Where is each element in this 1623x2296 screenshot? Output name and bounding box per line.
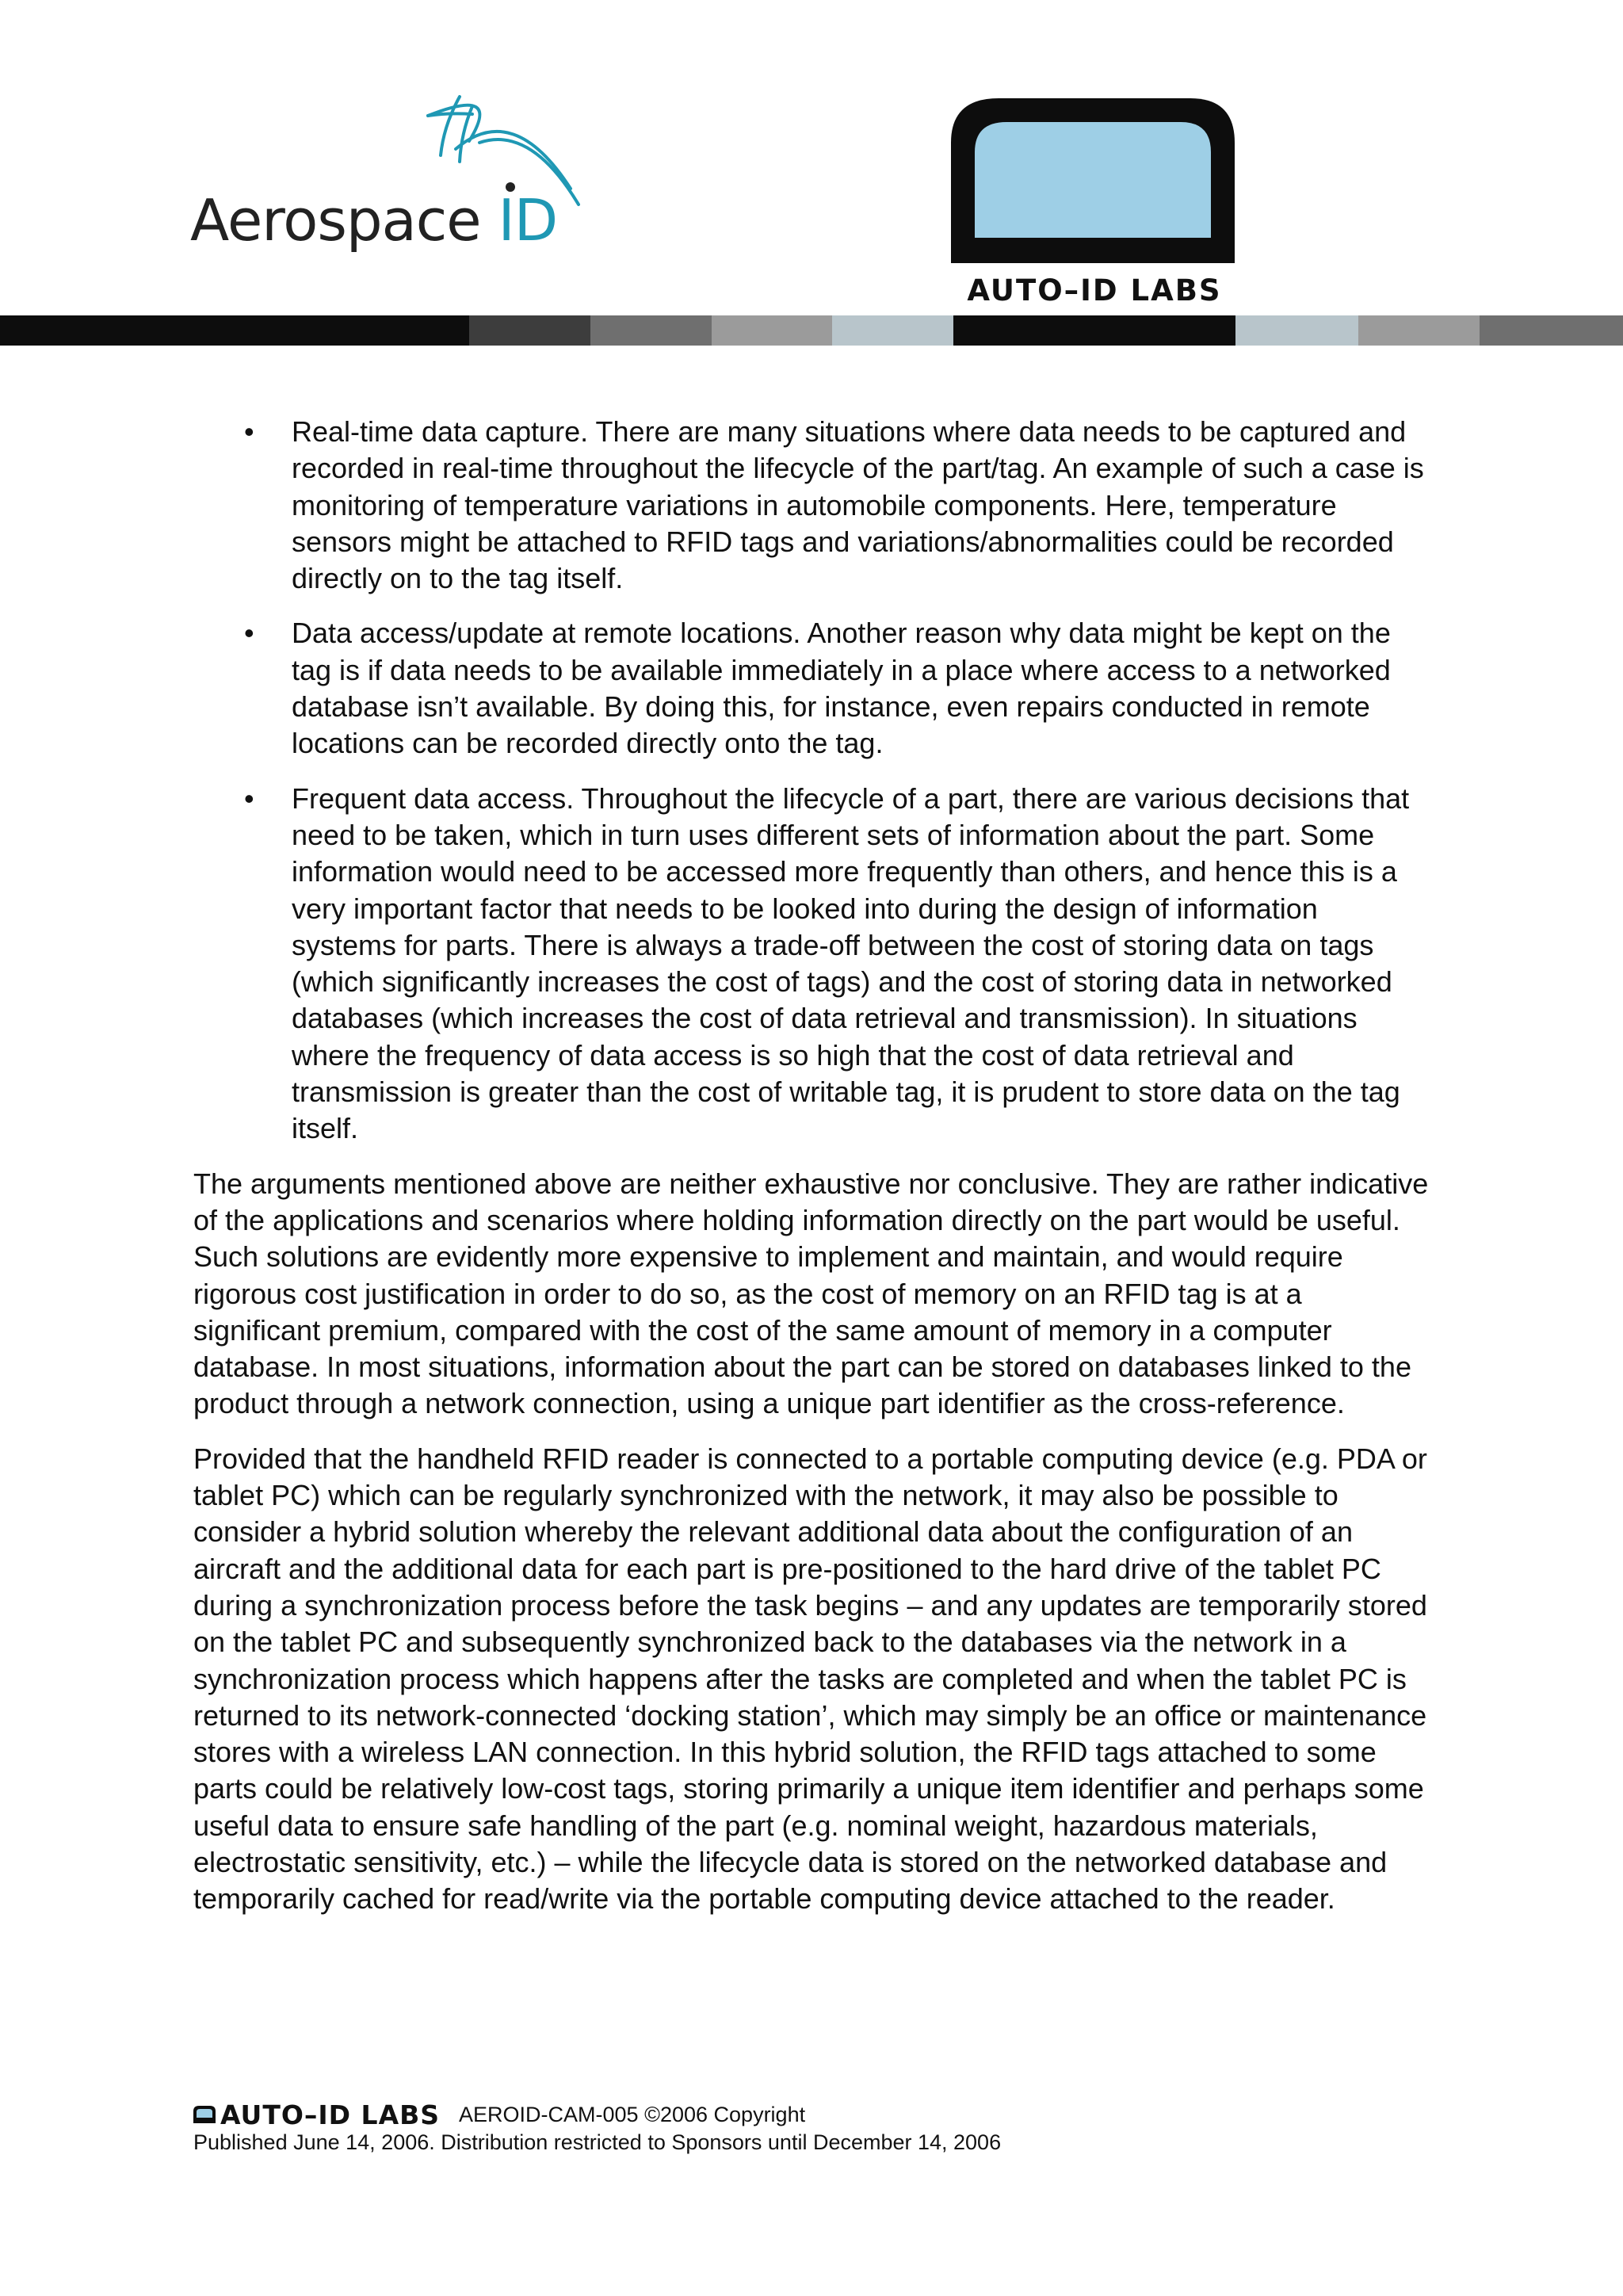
stripe-segment <box>832 315 953 346</box>
auto-id-labs-wordmark: AUTO–ID LABS <box>967 273 1222 308</box>
stripe-segment <box>469 315 590 346</box>
auto-id-labs-logo <box>951 95 1238 309</box>
stripe-segment <box>0 315 469 346</box>
bullet-icon: • <box>244 617 254 650</box>
footer-published: Published June 14, 2006. Distribution restricted to Sponsors until December 14, 2006 <box>193 2130 1002 2154</box>
bullet-icon: • <box>244 415 254 448</box>
header-color-stripe <box>0 315 1623 346</box>
page-footer <box>193 2100 1001 2155</box>
auto-id-labs-emblem-icon <box>951 95 1238 269</box>
aerospace-id-logo <box>190 94 602 276</box>
bullet-item <box>193 615 1430 762</box>
stripe-segment <box>590 315 712 346</box>
document-body <box>193 414 1430 1936</box>
body-paragraph: Provided that the handheld RFID reader is connected to a portable computing device (e.g. PDA or tablet PC) which can be regularly synchronized with the network, it may also be possible to consider a hybrid solution whereby the relevant additional data about the configuration of an aircraft and the additional data for each part is pre-positioned to the hard drive of the tablet PC during a synchronization process before the task begins – and any updates are temporarily stored on the tablet PC and subsequently synchronized back to the databases via the network in a synchronization process which happens after the tasks are completed and when the tablet PC is returned to its network-connected ‘docking station’, which may simply be an office or maintenance stores with a wireless LAN connection. In this hybrid solution, the RFID tags attached to some parts could be relatively low-cost tags, storing primarily a unique item identifier and perhaps some useful data to ensure safe handling of the part (e.g. nominal weight, hazardous materials, electrostatic sensitivity, etc.) – while the lifecycle data is stored on the networked database and temporarily cached for read/write via the portable computing device attached to the reader. <box>193 1442 1427 1916</box>
body-paragraph: The arguments mentioned above are neither exhaustive nor conclusive. They are rather indicative of the applications and scenarios where holding information directly on the part would be useful. Such solutions are evidently more expensive to implement and maintain, and would require rigorous cost justification in order to do so, as the cost of memory on an RFID tag is at a significant premium, compared with the cost of the same amount of memory in a computer database. In most situations, information about the part can be stored on databases linked to the product through a network connection, using a unique part identifier as the cross-reference. <box>193 1167 1429 1420</box>
footer-doc-id: AEROID-CAM-005 ©2006 Copyright <box>459 2102 806 2126</box>
bullet-text: Data access/update at remote locations. Another reason why data might be kept on the tag is if data needs to be available immediately in a place where access to a networked database isn’t available. By doing this, for instance, even repairs conducted in remote locations can be recorded directly onto the tag. <box>292 617 1391 760</box>
footer-auto-id-logo <box>193 2099 441 2130</box>
footer-line-1 <box>193 2100 1001 2129</box>
stripe-segment <box>1358 315 1480 346</box>
bullet-text: Frequent data access. Throughout the lifecycle of a part, there are various decisions that need to be taken, which in turn uses different sets of information about the part. Some information would need to be accessed more frequently than others, and hence this is a very important factor that needs to be looked into during the design of information systems for parts. There is always a trade-off between the cost of storing data on tags (which significantly increases the cost of tags) and the cost of storing data in networked databases (which increases the cost of data retrieval and transmission). In situations where the frequency of data access is so high that the cost of data retrieval and transmission is greater than the cost of writable tag, it is prudent to store data on the tag itself. <box>292 781 1410 1145</box>
footer-logo-wordmark: AUTO–ID LABS <box>220 2099 441 2130</box>
stripe-segment <box>953 315 1235 346</box>
bullet-list <box>193 414 1430 1148</box>
bullet-item <box>193 414 1430 597</box>
aerospace-logo-wordmark: Aerospace ID <box>190 187 558 254</box>
auto-id-labs-mini-icon <box>193 2106 216 2123</box>
stripe-segment <box>712 315 832 346</box>
stripe-segment <box>1480 315 1623 346</box>
stripe-segment <box>1235 315 1358 346</box>
bullet-icon: • <box>244 781 254 815</box>
bullet-item <box>193 781 1430 1148</box>
bullet-text: Real-time data capture. There are many situations where data needs to be captured and recorded in real-time throughout the lifecycle of the part/tag. An example of such a case is monitoring of temperature variations in automobile components. Here, temperature sensors might be attached to RFID tags and variations/abnormalities could be recorded directly on to the tag itself. <box>292 415 1424 595</box>
